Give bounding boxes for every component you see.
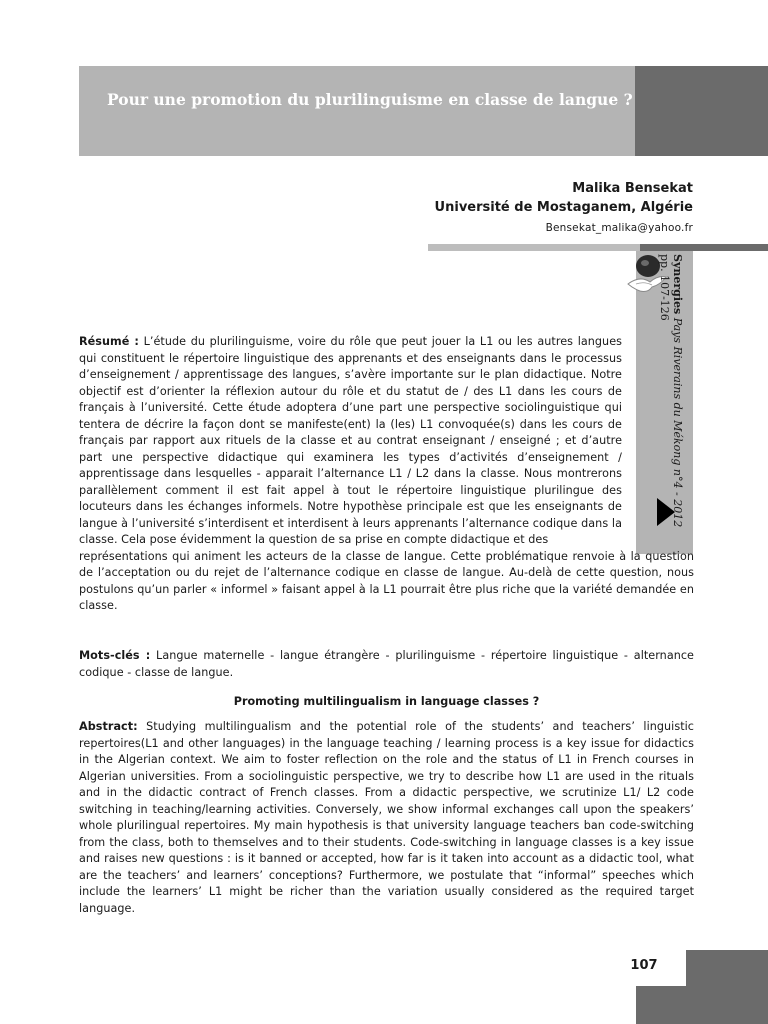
- abstract-label: Abstract:: [79, 720, 138, 733]
- title-band: [79, 66, 635, 156]
- page-number-box-lower: [602, 986, 636, 1024]
- keywords-section: [79, 648, 694, 681]
- english-title: Promoting multilingualism in language classes ?: [233, 695, 540, 708]
- journal-issue: Pays Riverains du Mékong n°4 - 2012: [671, 314, 684, 528]
- separator-rule-accent: [640, 244, 768, 251]
- journal-brand: Synergies: [671, 254, 684, 315]
- abstract-section: [79, 719, 694, 917]
- author-email: Bensekat_malika@yahoo.fr: [545, 222, 693, 234]
- keywords-label: Mots-clés :: [79, 649, 151, 662]
- separator-rule: [428, 244, 640, 251]
- resume-label: Résumé :: [79, 335, 139, 348]
- resume-paragraph-wide: représentations qui animent les acteurs de la classe de langue. Cette problématique renvoie à la question de l’acceptation ou du rejet de l’alternance codique en classe de langue. Au-delà de cette question, nous postulons qu’un parler « informel » faisant appel à la L1 pourrait être plus riche que la variété demandée en classe.: [79, 549, 694, 612]
- resume-paragraph-narrow: [79, 334, 622, 549]
- author-name: Malika Bensekat: [572, 181, 693, 196]
- author-affiliation: Université de Mostaganem, Algérie: [434, 200, 693, 215]
- page-number: 107: [630, 958, 658, 973]
- author-block: [435, 180, 693, 237]
- keywords-text: Langue maternelle - langue étrangère - plurilinguisme - répertoire linguistique - alternance codique - classe de langue.: [79, 649, 694, 679]
- resume-text: L’étude du plurilinguisme, voire du rôle que peut jouer la L1 ou les autres langues qui constituent le répertoire linguistique des apprenants et des enseignants dans le processus d’enseignement / apprentissage des langues, s’avère importante sur le plan didactique. Notre objectif est d’orienter la réflexion autour du rôle et du statut de / des L1 dans les cours de français à l’université. Cette étude adoptera d’une part une perspective sociolinguistique qui tentera de décrire la façon dont se manifeste(ent) la (les) L1 convoquée(s) dans les cours de français par rapport aux rituels de la classe et au contrat enseignant / enseigné ; et d’autre part une perspective didactique qui examinera les types d’activités d’enseignement / apprentissage dans lesquelles - apparait l’alternance L1 / L2 dans la classe. Nous montrerons parallèlement comment il est fait appel à tout le répertoire linguistique plurilingue des locuteurs dans les échanges informels. Notre hypothèse principale est que les enseignants de langue à l’université s’interdisent et interdisent à leurs apprenants l’alternance codique dans la classe. Cela pose évidemment la question de sa prise en compte didactique et des: [79, 335, 623, 546]
- resume-section: [79, 334, 694, 615]
- abstract-text: Studying multilingualism and the potential role of the students’ and teachers’ linguistic repertoires(L1 and other languages) in the language teaching / learning process is a key issue for didactics in the Algerian context. We aim to foster reflection on the role and the status of L1 in French courses in Algerian universities. From a sociolinguistic perspective, we try to describe how L1 are used in the rituals and in the didactic contract of French classes. From a didactic perspective, we scrutinize L1/ L2 code switching in teaching/learning activities. Conversely, we show informal exchanges call upon the speakers’ whole plurilingual repertoires. My main hypothesis is that university language teachers ban code-switching from the class, both to themselves and to their students. Code-switching in language classes is a key issue and raises new questions : is it banned or accepted, how far is it taken into account as a didactic tool, what are the teachers’ and learners’ conceptions? Furthermore, we postulate that “informal” speeches which include the learners’ L1 might be richer than the variation usually considered as the required target language.: [79, 720, 694, 915]
- title-band-accent: [635, 66, 768, 156]
- article-title: Pour une promotion du plurilinguisme en classe de langue ?: [107, 90, 633, 109]
- journal-pages: pp. 107-126: [658, 254, 671, 321]
